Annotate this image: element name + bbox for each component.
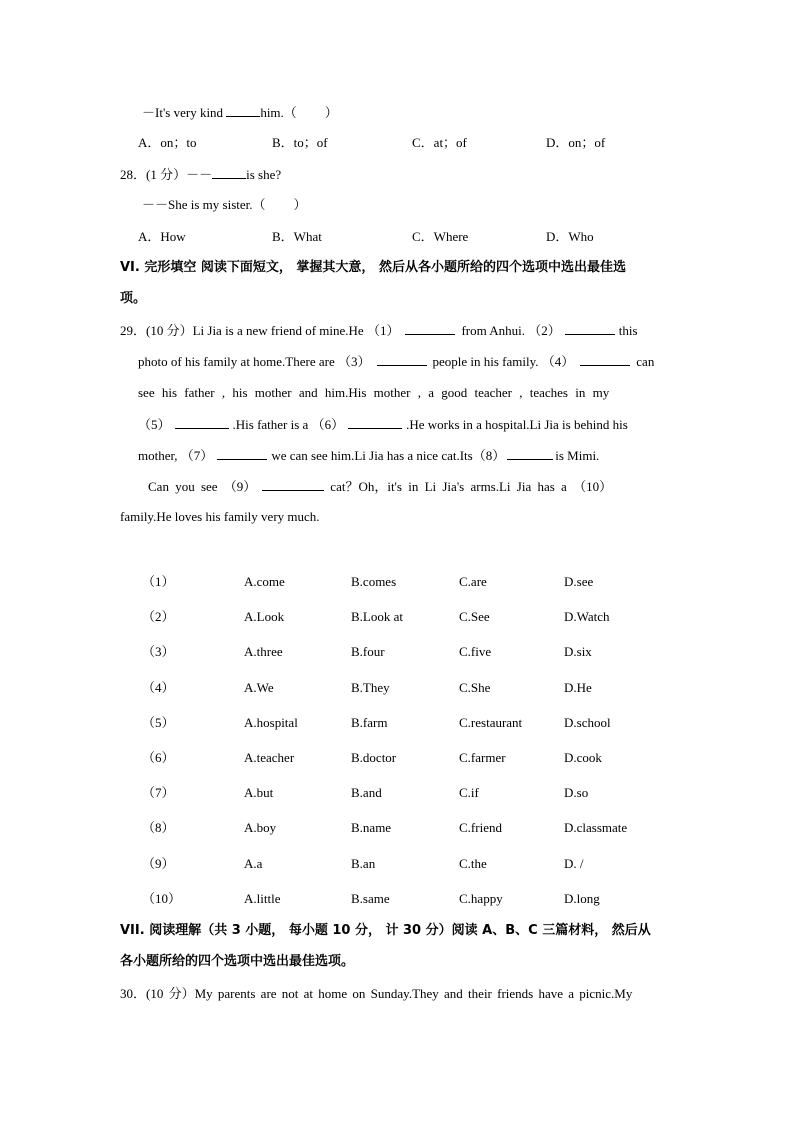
q28-reply-end: ） <box>293 197 307 212</box>
q29-l1b: from Anhui. （2） <box>461 323 561 338</box>
q29-row-8-option-number: （8） <box>142 820 175 836</box>
q29-row-2-option-c: C.See <box>459 609 490 625</box>
q29-row-6-option-number: （6） <box>142 750 175 765</box>
q29-row-6-option-c: C.farmer <box>459 750 506 765</box>
q29-row-9-option-a: A.a <box>244 855 263 871</box>
q29-row-7-option-d: D.so <box>564 785 589 801</box>
q27-option-b: B．to；of <box>272 135 328 150</box>
q29-row-2-option-number: （2） <box>142 609 175 625</box>
q28-number: 28．(1 分）－－ <box>120 167 213 182</box>
q28-reply-text: －－She is my sister.（ <box>142 197 266 212</box>
q29-row-1-option-number: （1） <box>142 574 175 589</box>
q29-row-9-option-b: B.an <box>351 855 376 871</box>
q29-line7: family.He loves his family very much. <box>120 509 320 524</box>
q29-row-2-option-a: A.Look <box>244 609 285 625</box>
q29-row-1-option-a: A.come <box>244 574 285 589</box>
q28-option-b: B．What <box>272 229 322 244</box>
q29-l5b: we can see him.Li Jia has a nice cat.Its（8） <box>271 448 506 463</box>
q29-line6 <box>148 477 612 496</box>
q28-after-blank: is she? <box>246 167 282 182</box>
q27-blank <box>226 103 260 117</box>
q29-row-8-option-c: C.friend <box>459 820 502 836</box>
section6-heading-line1: VI. 完形填空 阅读下面短文， 掌握其大意， 然后从各小题所给的四个选项中选出最佳选 <box>120 260 626 275</box>
q29-row-8-option-b: B.name <box>351 820 392 836</box>
q27-answer-end: ） <box>324 105 338 120</box>
q29-l1a: 29．(10 分）Li Jia is a new friend of mine.He （1） <box>120 323 400 338</box>
q29-l2a: photo of his family at home.There are （3） <box>138 354 371 369</box>
q29-l1c: this <box>618 323 638 338</box>
section6-heading-line2: 项。 <box>120 291 147 306</box>
q29-row-6-option-a: A.teacher <box>244 750 295 765</box>
q29-row-4-option-c: C.She <box>459 679 491 695</box>
q29-row-8-option-d: D.classmate <box>564 820 628 836</box>
q29-row-10-option-c: C.happy <box>459 890 503 906</box>
section7-heading-line1: VII. 阅读理解（共 3 小题， 每小题 10 分， 计 30 分）阅读 A、B、C 三篇材料， 然后从 <box>120 923 651 938</box>
q28-option-d: D．Who <box>546 229 594 244</box>
q27-option-a: A．on；to <box>138 135 197 150</box>
q27-answer-pre: －It's very kind <box>142 105 227 120</box>
q29-row-10-option-d: D.long <box>564 890 600 906</box>
q29-row-3-option-a: A.three <box>244 644 283 660</box>
q28-option-a: A．How <box>138 229 186 244</box>
q29-row-6-option-d: D.cook <box>564 750 602 765</box>
q29-row-5-option-number: （5） <box>142 714 175 730</box>
q29-row-4-option-b: B.They <box>351 679 390 695</box>
q29-blank-6 <box>348 415 402 429</box>
q29-blank-2 <box>565 321 615 335</box>
q29-blank-9 <box>262 477 324 491</box>
q29-row-3-option-b: B.four <box>351 644 385 660</box>
q29-row-7-option-b: B.and <box>351 785 382 801</box>
q29-row-9-option-number: （9） <box>142 855 175 871</box>
q29-l5c: is Mimi. <box>555 448 600 463</box>
q29-row-7-option-number: （7） <box>142 785 175 801</box>
q29-row-10-option-b: B.same <box>351 890 390 906</box>
q29-l2c: can <box>636 354 655 369</box>
q29-line2 <box>138 352 654 371</box>
q30-line1: 30．(10 分）My parents are not at home on Sunday.They and their friends have a picnic.My <box>120 986 633 1001</box>
q27-answer-post: him.（ <box>260 105 297 120</box>
q28-blank <box>212 165 246 179</box>
q29-row-8-option-a: A.boy <box>244 820 277 836</box>
q29-row-5-option-a: A.hospital <box>244 714 298 730</box>
section7-heading-line2: 各小题所给的四个选项中选出最佳选项。 <box>120 954 355 969</box>
q29-row-4-option-d: D.He <box>564 679 592 695</box>
q29-line1 <box>120 321 638 340</box>
q29-row-1-option-d: D.see <box>564 574 594 589</box>
q29-row-3-option-number: （3） <box>142 644 175 660</box>
q29-blank-8 <box>507 446 553 460</box>
q28-option-c: C．Where <box>412 229 469 244</box>
q29-row-3-option-c: C.five <box>459 644 492 660</box>
q29-row-1-option-c: C.are <box>459 574 487 589</box>
q28-question <box>120 165 281 184</box>
q29-row-9-option-c: C.the <box>459 855 487 871</box>
q29-l6a: Can you see （9） <box>148 479 257 494</box>
q29-blank-1 <box>405 321 455 335</box>
q29-blank-7 <box>217 446 267 460</box>
q29-row-10-option-number: （10） <box>142 890 182 906</box>
q29-line3: see his father , his mother and him.His mother , a good teacher , teaches in my <box>138 385 610 400</box>
q29-row-2-option-d: D.Watch <box>564 609 610 625</box>
q29-row-3-option-d: D.six <box>564 644 592 660</box>
q28-reply <box>142 196 307 214</box>
q29-l4a: （5） <box>138 417 171 432</box>
q29-l5a: mother, （7） <box>138 448 214 463</box>
q29-blank-5 <box>175 415 229 429</box>
q29-row-6-option-b: B.doctor <box>351 750 397 765</box>
q29-row-10-option-a: A.little <box>244 890 281 906</box>
q29-blank-3 <box>377 352 427 366</box>
q29-line5 <box>138 446 599 465</box>
q29-row-7-option-c: C.if <box>459 785 479 801</box>
q27-option-c: C．at；of <box>412 135 467 150</box>
q29-row-4-option-number: （4） <box>142 679 175 695</box>
q29-blank-4 <box>580 352 630 366</box>
q29-row-9-option-d: D. / <box>564 855 584 871</box>
q29-row-4-option-a: A.We <box>244 679 274 695</box>
q29-row-5-option-b: B.farm <box>351 714 388 730</box>
q29-row-5-option-c: C.restaurant <box>459 714 523 730</box>
q27-answer-line <box>142 103 338 122</box>
q29-row-1-option-b: B.comes <box>351 574 397 589</box>
q29-l2b: people in his family. （4） <box>432 354 575 369</box>
q29-l4c: .He works in a hospital.Li Jia is behind his <box>406 417 628 432</box>
q29-row-5-option-d: D.school <box>564 714 611 730</box>
q29-row-7-option-a: A.but <box>244 785 274 801</box>
q29-l6b: cat？Oh，it's in Li Jia's arms.Li Jia has a （10） <box>330 479 613 494</box>
q29-line4 <box>138 415 628 434</box>
q27-option-d: D．on；of <box>546 135 606 150</box>
q29-row-2-option-b: B.Look at <box>351 609 403 625</box>
q29-l4b: .His father is a （6） <box>232 417 345 432</box>
